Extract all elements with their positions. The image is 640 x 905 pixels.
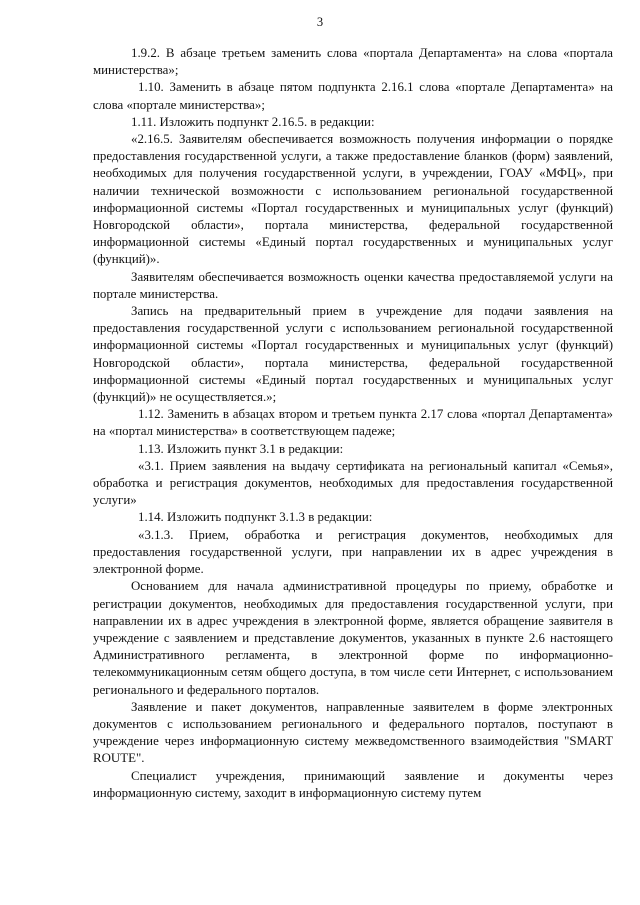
paragraph-specialist: Специалист учреждения, принимающий заявление и документы через информационную систему, заходит в информационную систему путем	[93, 768, 613, 800]
paragraph-quality-rating: Заявителям обеспечивается возможность оценки качества предоставляемой услуги на портале министерства.	[93, 269, 613, 301]
paragraph-2-16-5: «2.16.5. Заявителям обеспечивается возможность получения информации о порядке предоставления государственной услуги, а также предоставление бланков (форм) заявлений, необходимых для получения государственной услуги, в учреждении, ГОАУ «МФЦ», при наличии технической возможности с использованием региональной государственной информационной системы «Портал государственных и муниципальных услуг (функций) Новгородской области», портала министерства, федеральной государственной информационной системы «Единый портал государственных и муниципальных услуг (функций)».	[93, 132, 613, 267]
paragraph-1-12: 1.12. Заменить в абзацах втором и третьем пункта 2.17 слова «портал Департамента» на «портал министерства» в соответствующем падеже;	[93, 407, 613, 439]
paragraph-1-13: 1.13. Изложить пункт 3.1 в редакции:	[138, 441, 344, 456]
paragraph-1-11: 1.11. Изложить подпункт 2.16.5. в редакции:	[131, 114, 375, 129]
paragraph-smart-route: Заявление и пакет документов, направленные заявителем в форме электронных документов с использованием регионального и федерального порталов, поступают в учреждение через информационную систему межведомственного взаимодействия "SMART ROUTE".	[93, 699, 613, 766]
paragraph-1-14: 1.14. Изложить подпункт 3.1.3 в редакции:	[138, 510, 373, 525]
page-number: 3	[316, 15, 324, 29]
paragraph-procedure-basis: Основанием для начала административной процедуры по приему, обработке и регистрации документов, необходимых для предоставления государственной услуги, при направлении их в адрес учреждения в электронной форме, является обращение заявителя в учреждение с заявлением и представление документов, указанных в пункте 2.6 настоящего Административного регламента, в электронной форме по информационно-телекоммуникационным сетям общего доступа, в том числе сети Интернет, с использованием регионального и федерального порталов.	[93, 579, 613, 697]
paragraph-1-10: 1.10. Заменить в абзаце пятом подпункта 2.16.1 слова «портале Департамента» на слова «портале министерства»;	[93, 80, 613, 112]
paragraph-3-1-3: «3.1.3. Прием, обработка и регистрация документов, необходимых для предоставления государственной услуги, при направлении их в адрес учреждения в электронной форме.	[93, 527, 613, 577]
paragraph-appointment: Запись на предварительный прием в учреждение для подачи заявления на предоставления государственной услуги с использованием региональной государственной информационной системы «Портал государственных и муниципальных услуг (функций) Новгородской области», портала министерства, федеральной государственной информационной системы «Единый портал государственных и муниципальных услуг (функций)» не осуществляется.»;	[93, 304, 613, 405]
document-body	[93, 45, 613, 802]
paragraph-3-1: «3.1. Прием заявления на выдачу сертификата на региональный капитал «Семья», обработка и регистрация документов, необходимых для предоставления государственной услуги»	[93, 458, 613, 508]
paragraph-1-9-2: 1.9.2. В абзаце третьем заменить слова «портала Департамента» на слова «портала министерства»;	[93, 46, 613, 78]
